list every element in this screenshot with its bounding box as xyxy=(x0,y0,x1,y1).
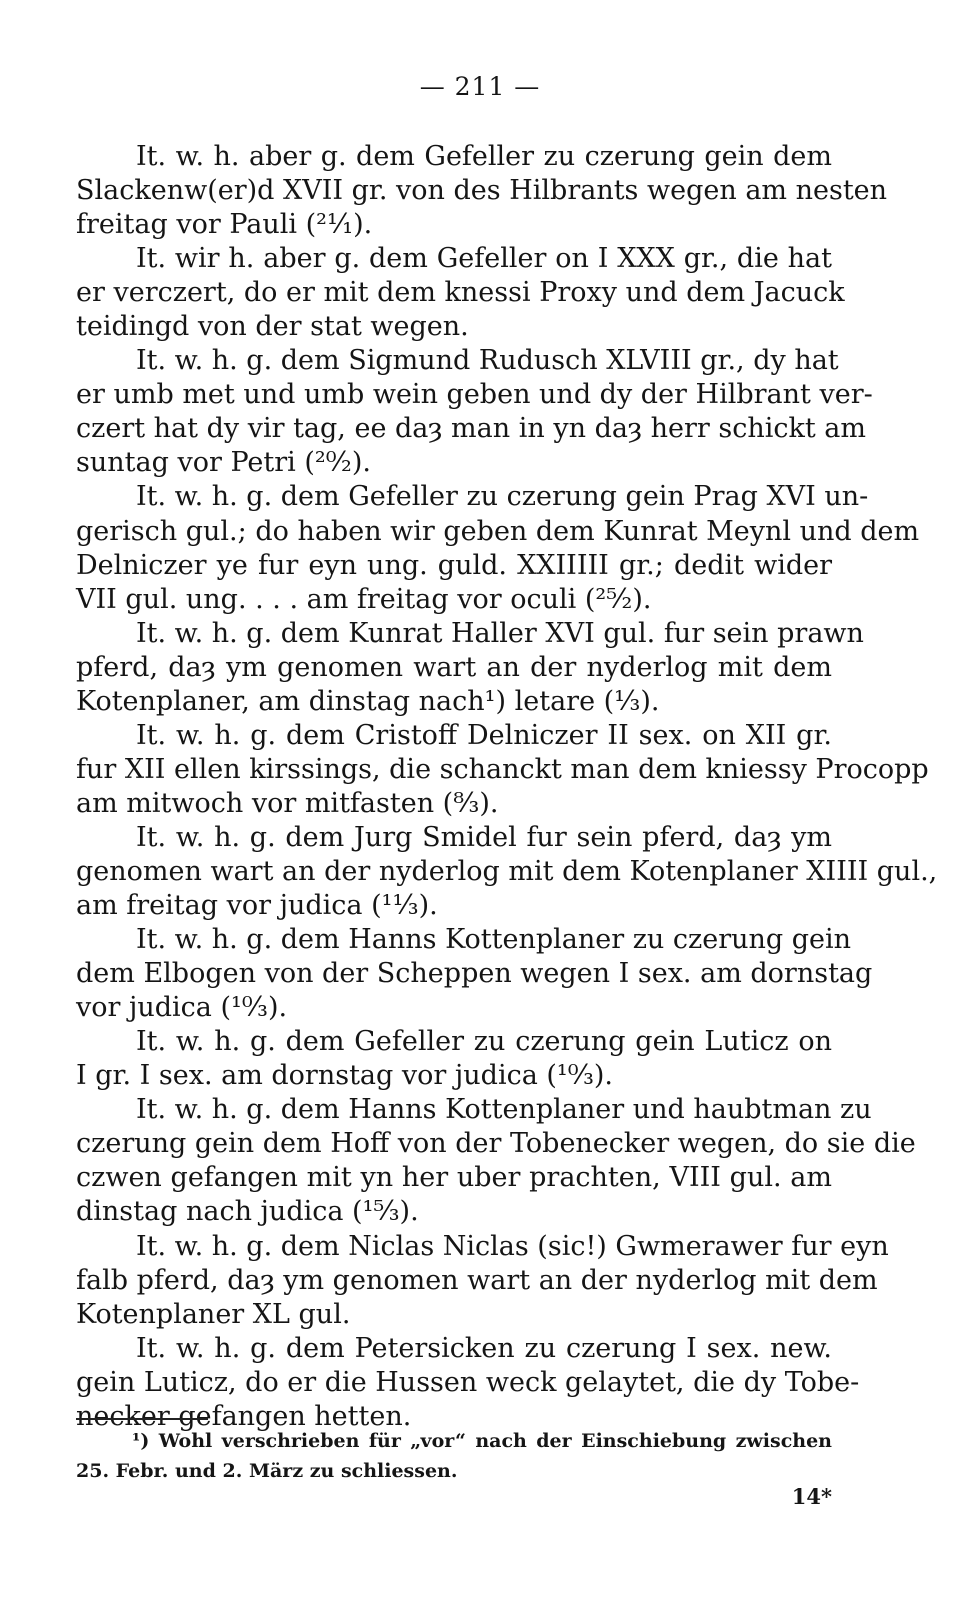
text-line: It. w. h. aber g. dem Gefeller zu czerung gein dem xyxy=(136,141,832,172)
text-line: It. w. h. g. dem Gefeller zu czerung gein Prag XVI un- xyxy=(136,481,869,513)
footnotes xyxy=(76,1426,832,1486)
text-line: It. w. h. g. dem Hanns Kottenplaner und haubtman zu xyxy=(136,1094,872,1126)
text-line: It. w. h. g. dem Petersicken zu czerung I sex. new. xyxy=(136,1332,832,1364)
text-line: vor judica (¹⁰⁄₃). xyxy=(76,992,288,1024)
text-line: er umb met und umb wein geben und dy der Hilbrant ver- xyxy=(76,379,873,411)
text-line: genomen wart an der nyderlog mit dem Kotenplaner XIIII gul., xyxy=(76,855,938,887)
text-line: It. w. h. g. dem Hanns Kottenplaner zu czerung gein xyxy=(136,924,852,956)
text-line: VII gul. ung. . . . am freitag vor oculi (²⁵⁄₂). xyxy=(76,583,652,615)
page-number: — 211 — xyxy=(419,72,541,101)
text-line: necker gefangen hetten. xyxy=(76,1400,412,1432)
text-line: Delniczer ye fur eyn ung. guld. XXIIIII gr.; dedit wider xyxy=(76,549,832,581)
footnote-line: ¹) Wohl verschrieben für „vor“ nach der Einschiebung zwischen xyxy=(132,1430,832,1452)
text-line: freitag vor Pauli (²¹⁄₁). xyxy=(76,209,373,241)
text-line: It. w. h. g. dem Jurg Smidel fur sein pferd, daȝ ym xyxy=(136,821,832,853)
body-text xyxy=(76,140,938,1434)
text-line: Kotenplaner XL gul. xyxy=(76,1298,351,1330)
text-line: It. w. h. g. dem Sigmund Rudusch XLVIII gr., dy hat xyxy=(136,345,839,377)
footnote-divider xyxy=(76,1418,208,1420)
footnote-line: 25. Febr. und 2. März zu schliessen. xyxy=(76,1460,458,1482)
text-line: czwen gefangen mit yn her uber prachten, VIII gul. am xyxy=(76,1162,832,1194)
text-line: suntag vor Petri (²⁰⁄₂). xyxy=(76,447,371,479)
signature-mark: 14* xyxy=(791,1484,832,1509)
text-line: It. w. h. g. dem Niclas Niclas (sic!) Gwmerawer fur eyn xyxy=(136,1230,889,1262)
text-line: czert hat dy vir tag, ee daȝ man in yn daȝ herr schickt am xyxy=(76,413,866,445)
text-line: Kotenplaner, am dinstag nach¹) letare (¹⁄₃). xyxy=(76,685,660,717)
text-line: dinstag nach judica (¹⁵⁄₃). xyxy=(76,1196,419,1228)
text-line: I gr. I sex. am dornstag vor judica (¹⁰⁄₃). xyxy=(76,1060,614,1092)
text-line: It. w. h. g. dem Cristoff Delniczer II sex. on XII gr. xyxy=(136,719,832,751)
text-line: am freitag vor judica (¹¹⁄₃). xyxy=(76,890,438,922)
text-line: am mitwoch vor mitfasten (⁸⁄₃). xyxy=(76,787,499,819)
text-line: fur XII ellen kirssings, die schanckt man dem kniessy Procopp xyxy=(76,753,929,785)
text-line: dem Elbogen von der Scheppen wegen I sex. am dornstag xyxy=(76,958,873,990)
text-line: gein Luticz, do er die Hussen weck gelaytet, die dy Tobe- xyxy=(76,1366,860,1398)
text-line: er verczert, do er mit dem knessi Proxy und dem Jacuck xyxy=(76,277,845,309)
text-line: falb pferd, daȝ ym genomen wart an der nyderlog mit dem xyxy=(76,1264,878,1296)
text-line: It. wir h. aber g. dem Gefeller on I XXX gr., die hat xyxy=(136,243,832,275)
text-line: pferd, daȝ ym genomen wart an der nyderlog mit dem xyxy=(76,651,832,683)
text-line: czerung gein dem Hoff von der Tobenecker wegen, do sie die xyxy=(76,1128,916,1160)
text-line: teidingd von der stat wegen. xyxy=(76,311,469,343)
text-line: It. w. h. g. dem Gefeller zu czerung gein Luticz on xyxy=(136,1026,832,1058)
text-line: It. w. h. g. dem Kunrat Haller XVI gul. fur sein prawn xyxy=(136,617,864,649)
text-line: Slackenw(er)d XVII gr. von des Hilbrants wegen am nesten xyxy=(76,175,888,207)
text-line: gerisch gul.; do haben wir geben dem Kunrat Meynl und dem xyxy=(76,515,920,547)
